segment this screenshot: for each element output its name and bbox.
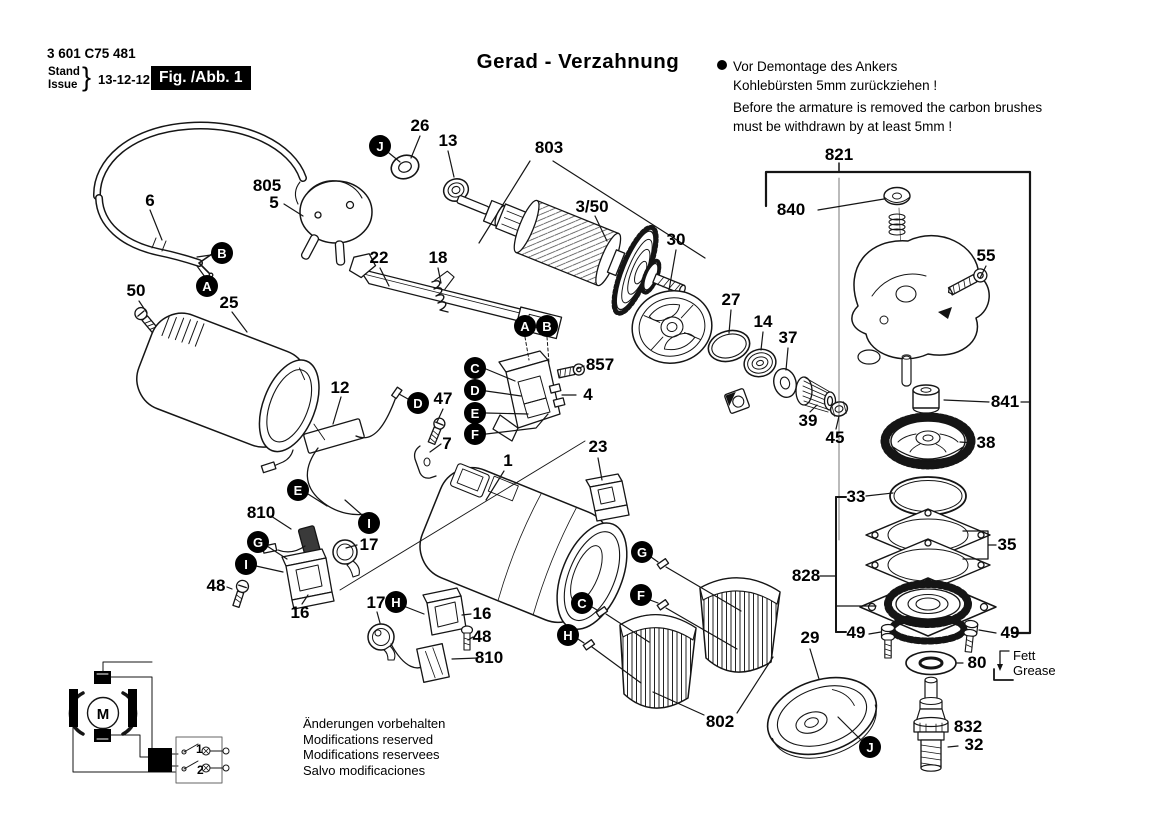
part-label-13: 13: [438, 131, 458, 150]
callout-marker-E: E: [464, 402, 486, 424]
bevel-gear-38-drawing: [885, 417, 971, 465]
callout-marker-C: C: [571, 592, 593, 614]
screw-49-left-drawing: [882, 625, 895, 659]
screw-49-right-drawing: [962, 620, 978, 653]
spindle-drawing: [914, 677, 948, 771]
part-label-810: 810: [474, 648, 504, 667]
part-label-17: 17: [366, 593, 386, 612]
callout-marker-A: A: [196, 275, 218, 297]
part-label-17: 17: [359, 535, 379, 554]
brace-glyph: }: [82, 62, 92, 92]
terminal-2-label: 2: [197, 763, 204, 777]
part-label-7: 7: [442, 434, 452, 453]
washer-37-drawing: [771, 366, 800, 400]
field-coil-right-drawing: [700, 578, 780, 672]
part-label-35: 35: [997, 535, 1017, 554]
part-label-33: 33: [846, 487, 866, 506]
part-label-23: 23: [588, 437, 608, 456]
part-label-3-50: 3/50: [575, 197, 609, 216]
modifications-note: Änderungen vorbehalten Modifications reserved Modifications reservees Salvo modificaciones: [303, 716, 446, 778]
part-label-55: 55: [976, 246, 996, 265]
part-label-38: 38: [976, 433, 996, 452]
plug-drawing: [295, 181, 372, 266]
page-title: Gerad - Verzahnung: [476, 50, 680, 73]
part-label-45: 45: [825, 428, 845, 447]
washer-80-drawing: [906, 652, 956, 675]
part-label-832: 832: [953, 717, 983, 736]
wiring-schematic: [69, 662, 229, 783]
stand-issue-label: Stand Issue: [48, 66, 80, 91]
callout-marker-B: B: [536, 315, 558, 337]
motor-housing-drawing: [128, 304, 332, 462]
callout-marker-J: J: [859, 736, 881, 758]
part-label-22: 22: [369, 248, 389, 267]
part-label-47: 47: [433, 389, 453, 408]
warning-notes: [733, 57, 1042, 136]
terminal-1-label: 1: [196, 742, 203, 756]
callout-marker-F: F: [630, 584, 652, 606]
motor-symbol-label: M: [96, 706, 110, 723]
callout-marker-H: H: [557, 624, 579, 646]
part-label-49: 49: [846, 623, 866, 642]
bearing-block-drawing: [724, 388, 750, 414]
callout-marker-B: B: [211, 242, 233, 264]
type-number: 3 601 C75 481: [47, 46, 136, 61]
grease-label: Fett Grease: [1013, 648, 1056, 678]
callout-marker-C: C: [464, 357, 486, 379]
callout-marker-G: G: [631, 541, 653, 563]
grease-mark: [994, 651, 1013, 680]
part-label-39: 39: [798, 411, 818, 430]
part-label-4: 4: [583, 385, 593, 404]
callout-marker-D: D: [407, 392, 429, 414]
part-label-80: 80: [967, 653, 987, 672]
part-label-828: 828: [791, 566, 821, 585]
part-label-32: 32: [964, 735, 984, 754]
part-label-6: 6: [145, 191, 155, 210]
note-en-line1: Before the armature is removed the carbon brushes: [733, 100, 1043, 115]
bearing-841-drawing: [913, 385, 939, 413]
part-label-30: 30: [666, 230, 686, 249]
note-en-line2: must be withdrawn by at least 5mm !: [733, 119, 953, 134]
part-label-803: 803: [534, 138, 564, 157]
part-label-49: 49: [1000, 623, 1020, 642]
callout-marker-F: F: [464, 423, 486, 445]
part-label-805: 805: [252, 176, 282, 195]
switch-drawing: [493, 351, 565, 441]
callout-marker-E: E: [287, 479, 309, 501]
callout-marker-G: G: [247, 531, 269, 553]
part-label-840: 840: [776, 200, 806, 219]
screw-48-left-drawing: [230, 579, 250, 608]
part-label-48: 48: [472, 627, 492, 646]
callout-marker-D: D: [464, 379, 486, 401]
part-label-821: 821: [824, 145, 854, 164]
gear-housing-drawing: [839, 178, 989, 540]
callout-marker-I: I: [235, 553, 257, 575]
part-label-12: 12: [330, 378, 350, 397]
part-label-1: 1: [503, 451, 513, 470]
cap-840-drawing: [884, 188, 910, 236]
callout-marker-A: A: [514, 315, 536, 337]
note-de-line2: Kohlebürsten 5mm zurückziehen !: [733, 78, 938, 93]
note-bullet-icon: [717, 60, 727, 70]
part-label-857: 857: [585, 355, 615, 374]
part-label-5: 5: [269, 193, 279, 212]
screw-857-drawing: [557, 363, 585, 379]
part-label-18: 18: [428, 248, 448, 267]
figure-badge: Fig. /Abb. 1: [151, 66, 251, 90]
part-label-16: 16: [290, 603, 310, 622]
part-label-50: 50: [126, 281, 146, 300]
callout-marker-J: J: [369, 135, 391, 157]
part-label-37: 37: [778, 328, 798, 347]
part-label-25: 25: [219, 293, 239, 312]
part-label-27: 27: [721, 290, 741, 309]
issue-date: 13-12-12: [98, 72, 151, 87]
part-label-810: 810: [246, 503, 276, 522]
part-label-29: 29: [800, 628, 820, 647]
bracket-7-drawing: [415, 446, 436, 478]
part-label-841: 841: [990, 392, 1020, 411]
callout-marker-I: I: [358, 512, 380, 534]
brush-set-left-drawing: [263, 525, 360, 609]
part-label-14: 14: [753, 312, 773, 331]
note-de-line1: Vor Demontage des Ankers: [733, 59, 898, 74]
part-label-802: 802: [705, 712, 735, 731]
part-label-26: 26: [410, 116, 430, 135]
part-label-48: 48: [206, 576, 226, 595]
callout-marker-H: H: [385, 591, 407, 613]
part-label-16: 16: [472, 604, 492, 623]
